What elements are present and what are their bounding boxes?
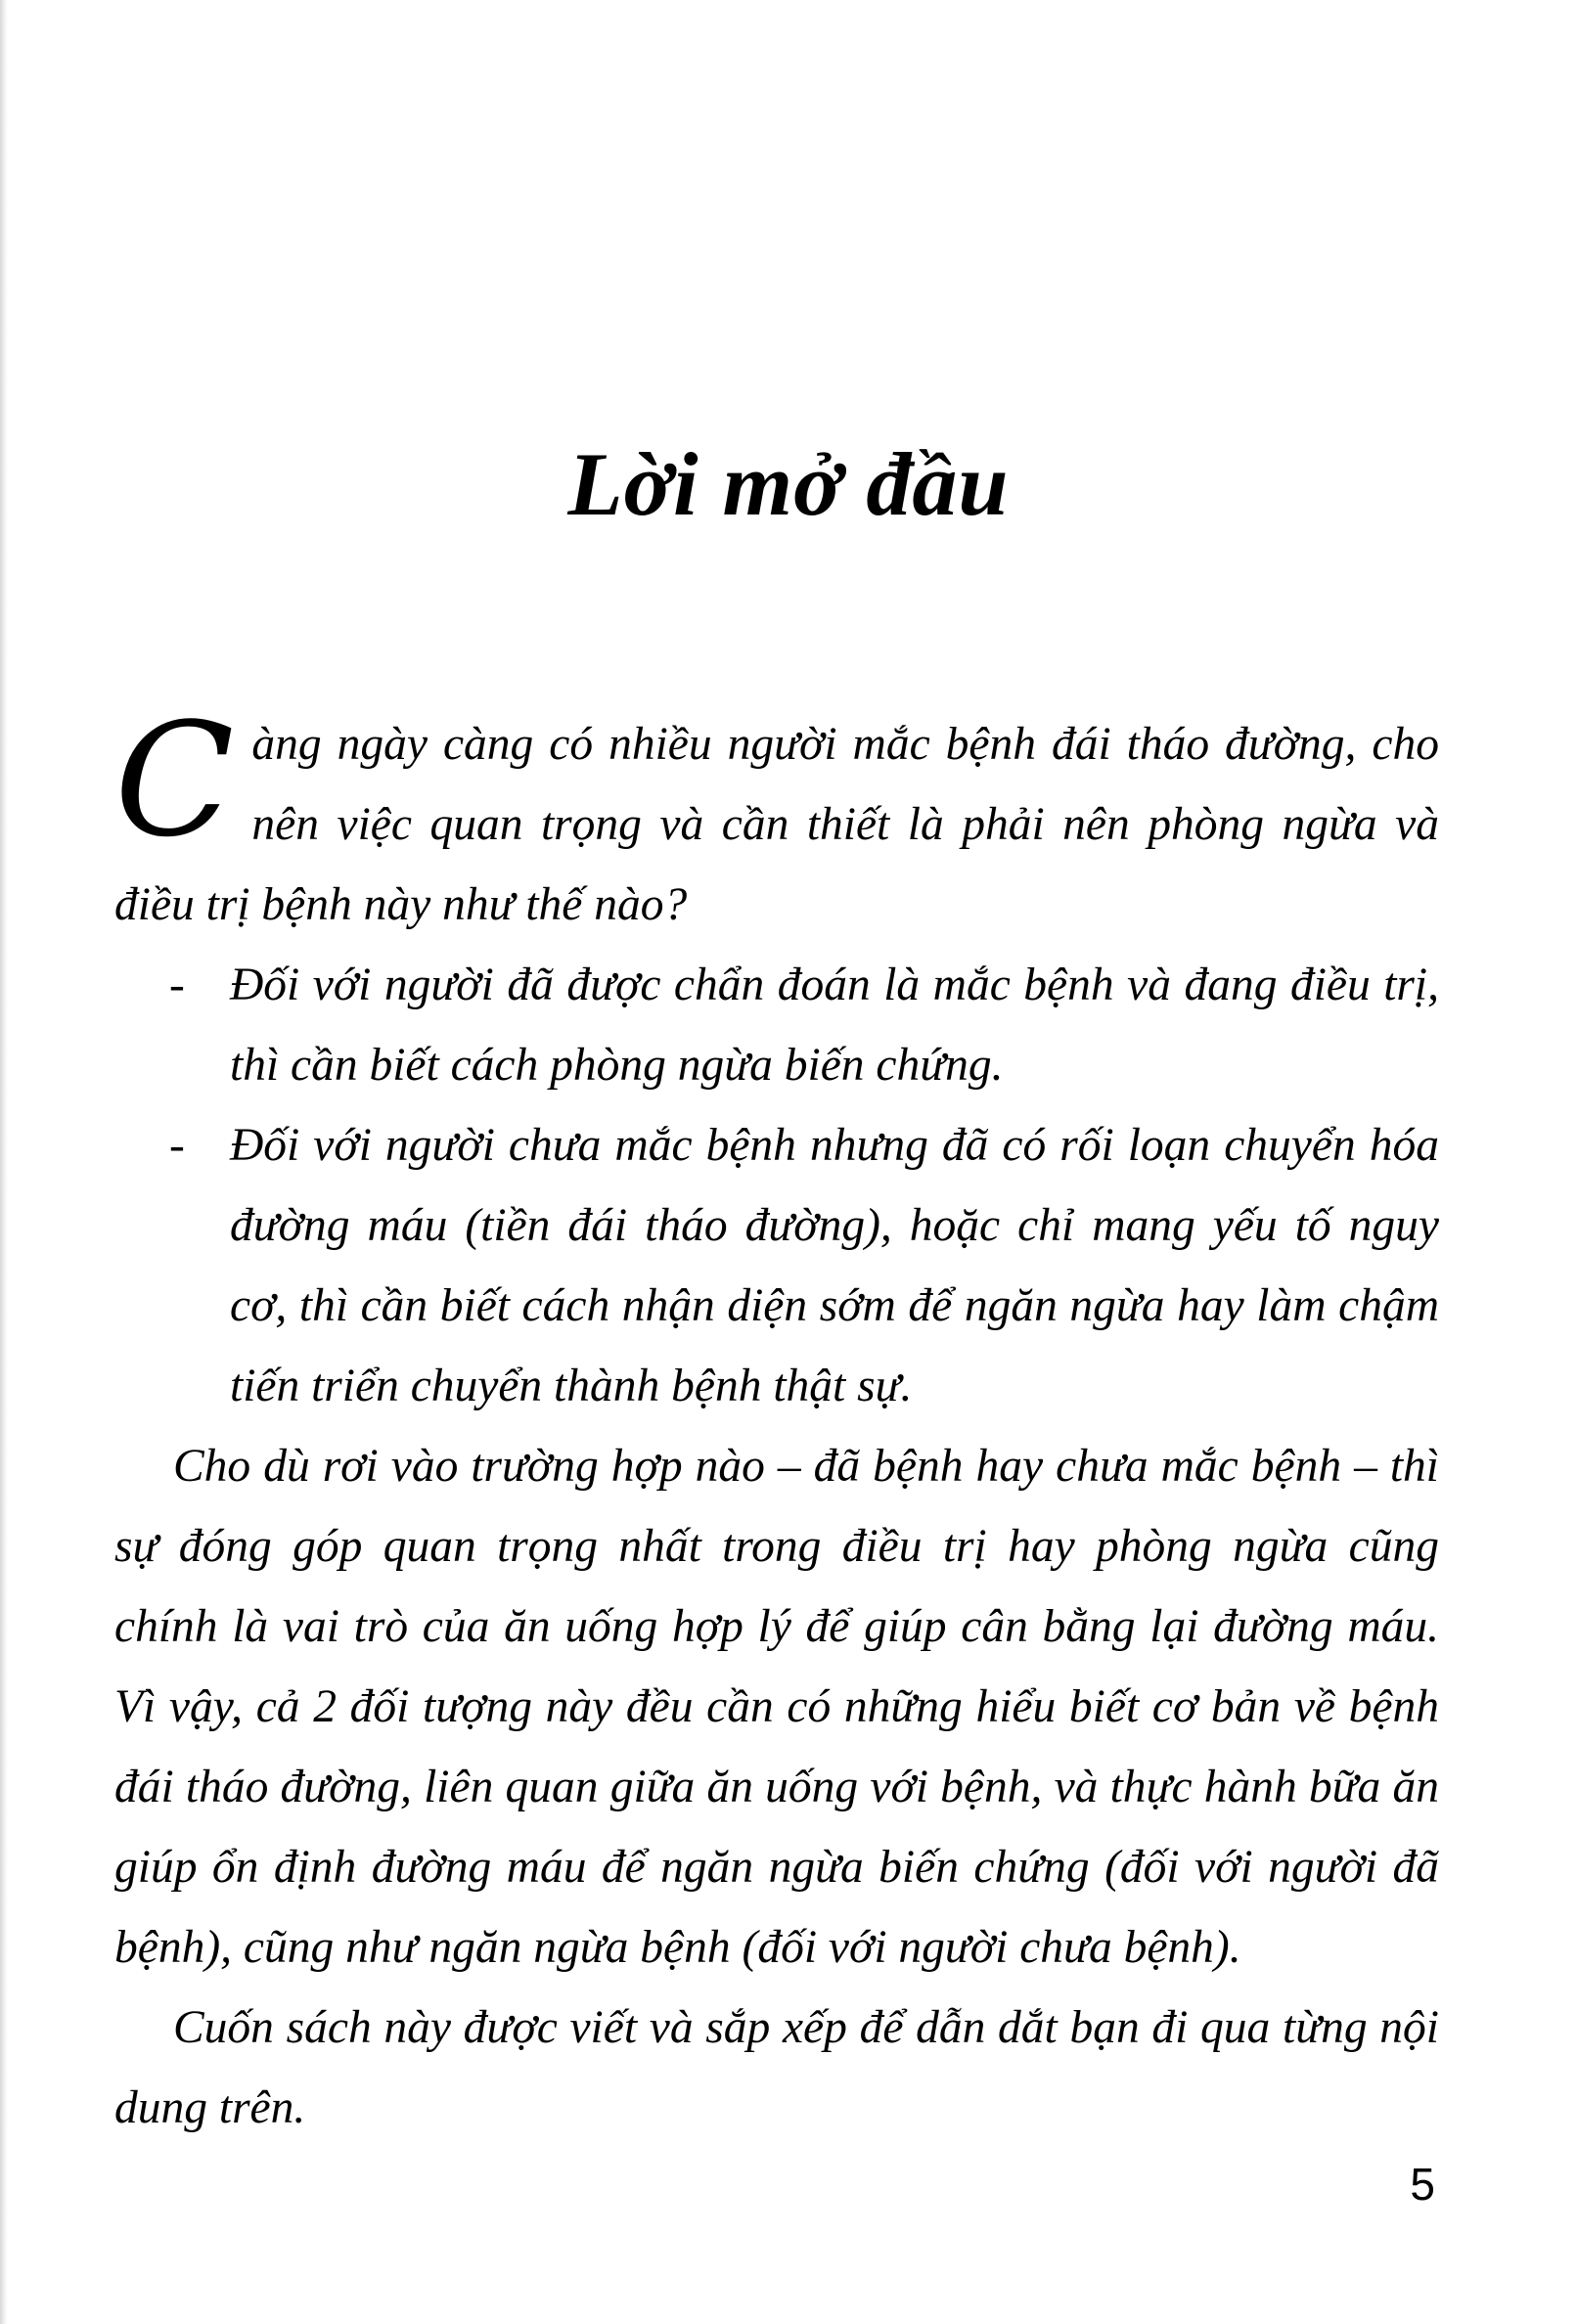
bullet-dash: - [169,960,185,1010]
page-number: 5 [1410,2159,1435,2210]
bullet-dash: - [169,1120,185,1171]
bullet-text: Đối với người chưa mắc bệnh nhưng đã có rối loạn chuyển hóa đường máu (tiền đái tháo đường), hoặc chỉ mang yếu tố nguy cơ, thì cần biết cách nhận diện sớm để ngăn ngừa hay làm chậm tiến triển chuyển thành bệnh thật sự. [230,1120,1439,1411]
bullet-item [114,945,1439,1105]
paragraph-cases: Cho dù rơi vào trường hợp nào – đã bệnh hay chưa mắc bệnh – thì sự đóng góp quan trọng nhất trong điều trị hay phòng ngừa cũng chính là vai trò của ăn uống hợp lý để giúp cân bằng lại đường máu. Vì vậy, cả 2 đối tượng này đều cần có những hiểu biết cơ bản về bệnh đái tháo đường, liên quan giữa ăn uống với bệnh, và thực hành bữa ăn giúp ổn định đường máu để ngăn ngừa biến chứng (đối với người đã bệnh), cũng như ngăn ngừa bệnh (đối với người chưa bệnh). [114,1441,1439,1973]
page-title: Lời mở đầu [567,433,1010,534]
body-text [114,689,1439,2148]
intro-paragraph: Càng ngày càng có nhiều người mắc bệnh đái tháo đường, cho nên việc quan trọng và cần thiết là phải nên phòng ngừa và điều trị bệnh này như thế nào? [114,689,1439,930]
bullet-list [114,945,1439,1426]
paragraph-book-purpose: Cuốn sách này được viết và sắp xếp để dẫn dắt bạn đi qua từng nội dung trên. [114,2002,1439,2133]
bullet-text: Đối với người đã được chẩn đoán là mắc bệnh và đang điều trị, thì cần biết cách phòng ngừa biến chứng. [230,960,1439,1091]
page-binding-edge [0,0,8,2324]
bullet-item [114,1105,1439,1426]
